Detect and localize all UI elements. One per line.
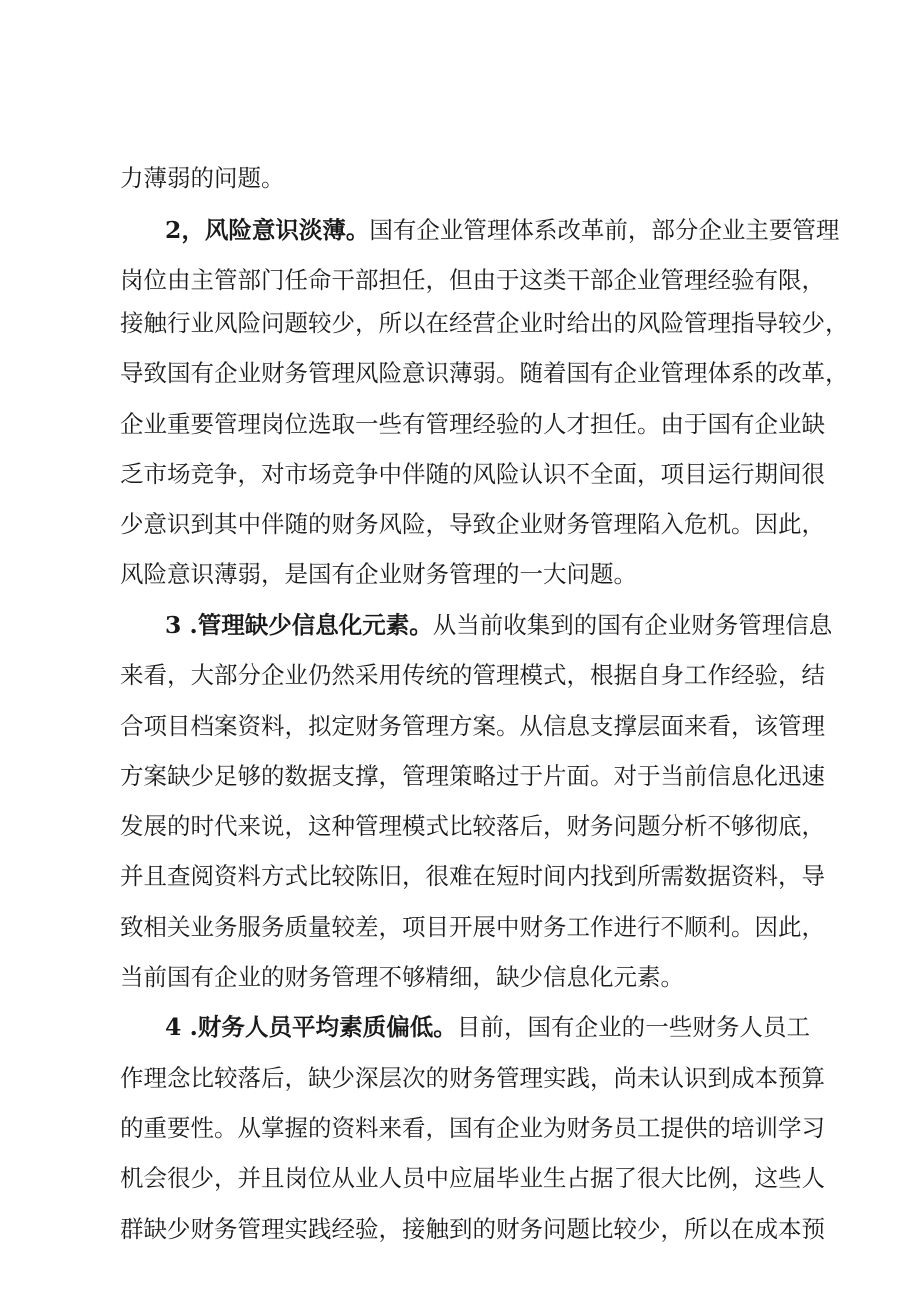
paragraph-4-first-line	[165, 1010, 810, 1044]
paragraph-3-heading: 3 .管理缺少信息化元素。	[165, 611, 433, 639]
text-line: 并且查阅资料方式比较陈旧，很难在短时间内找到所需数据资料，导	[120, 862, 825, 890]
text-line: 群缺少财务管理实践经验，接触到的财务问题比较少，所以在成本预	[120, 1215, 825, 1243]
text-line: 力薄弱的问题。	[120, 164, 285, 192]
text-line: 岗位由主管部门任命干部担任，但由于这类干部企业管理经验有限，	[120, 266, 825, 294]
paragraph-2-heading: ，风险意识淡薄。	[181, 216, 370, 244]
text-line: 的重要性。从掌握的资料来看，国有企业为财务员工提供的培训学习	[120, 1114, 825, 1142]
text-line: 企业重要管理岗位选取一些有管理经验的人才担任。由于国有企业缺	[120, 410, 825, 438]
text-line: 方案缺少足够的数据支撑，管理策略过于片面。对于当前信息化迅速	[120, 762, 825, 790]
text-line: 致相关业务服务质量较差，项目开展中财务工作进行不顺利。因此，	[120, 913, 825, 941]
paragraph-4-heading: 4 .财务人员平均素质偏低。	[165, 1013, 457, 1041]
text-line: 当前国有企业的财务管理不够精细，缺少信息化元素。	[120, 963, 684, 991]
text-line: 来看，大部分企业仍然采用传统的管理模式，根据自身工作经验，结	[120, 661, 825, 689]
paragraph-4-body: 目前，国有企业的一些财务人员工	[456, 1013, 811, 1041]
text-line: 合项目档案资料，拟定财务管理方案。从信息支撑层面来看，该管理	[120, 712, 825, 740]
text-line: 发展的时代来说，这种管理模式比较落后，财务问题分析不够彻底，	[120, 812, 825, 840]
text-line: 少意识到其中伴随的财务风险，导致企业财务管理陷入危机。因此，	[120, 510, 825, 538]
paragraph-2-first-line	[165, 213, 840, 247]
text-line: 导致国有企业财务管理风险意识薄弱。随着国有企业管理体系的改革，	[120, 359, 849, 387]
text-line: 接触行业风险问题较少，所以在经营企业时给出的风险管理指导较少，	[120, 309, 849, 337]
paragraph-3-first-line	[165, 608, 833, 642]
text-line: 乏市场竞争，对市场竞争中伴随的风险认识不全面，项目运行期间很	[120, 460, 825, 488]
text-line: 作理念比较落后，缺少深层次的财务管理实践，尚未认识到成本预算	[120, 1064, 825, 1092]
paragraph-2-number: 2	[165, 216, 182, 244]
text-line: 风险意识薄弱，是国有企业财务管理的一大问题。	[120, 560, 637, 588]
paragraph-2-body: 国有企业管理体系改革前，部分企业主要管理	[369, 216, 840, 244]
text-line: 机会很少，并且岗位从业人员中应届毕业生占据了很大比例，这些人	[120, 1164, 825, 1192]
paragraph-3-body: 从当前收集到的国有企业财务管理信息	[432, 611, 833, 639]
